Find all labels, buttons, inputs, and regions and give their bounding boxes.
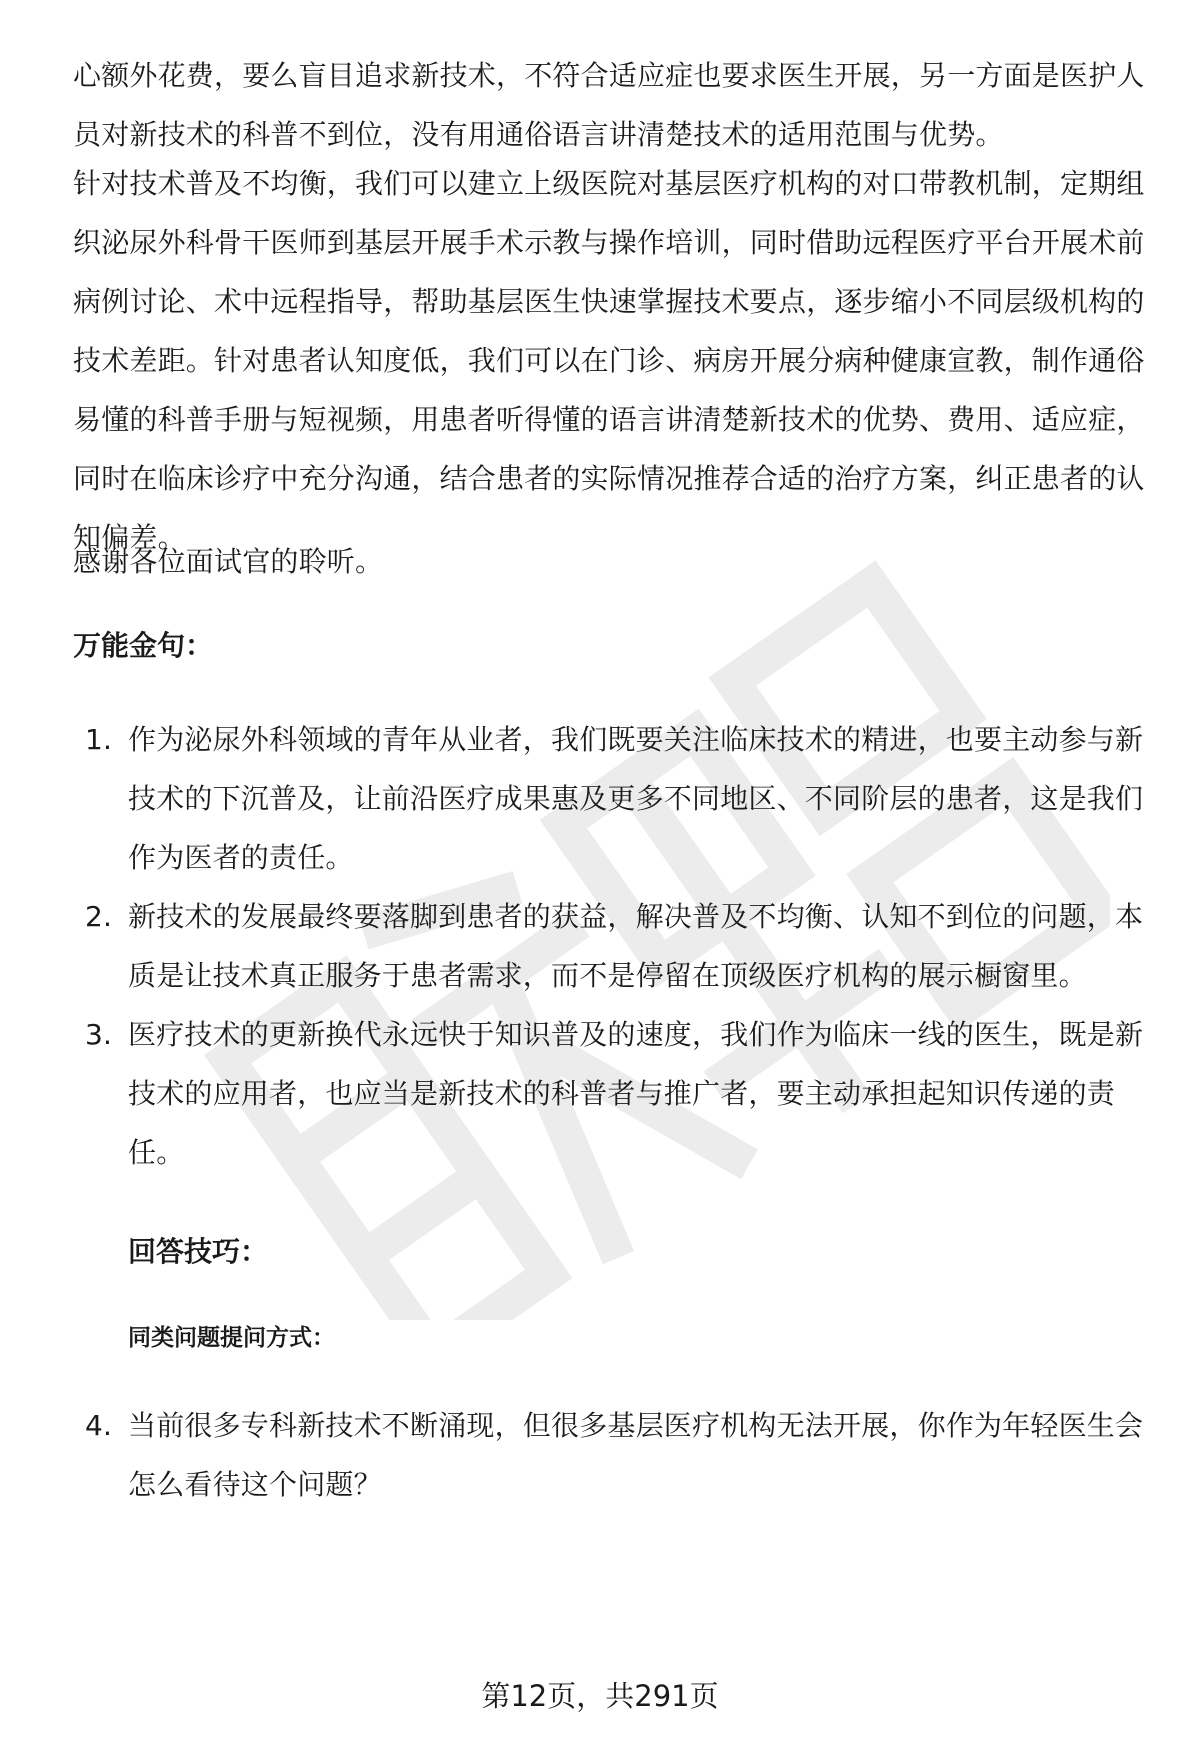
list-text: 当前很多专科新技术不断涌现，但很多基层医疗机构无法开展，你作为年轻医生会怎么看待这个问题？ [128,1409,1144,1501]
paragraph-continued: 心额外花费，要么盲目追求新技术，不符合适应症也要求医生开展，另一方面是医护人员对新技术的科普不到位，没有用通俗语言讲清楚技术的适用范围与优势。 [73,59,1145,151]
list-text: 新技术的发展最终要落脚到患者的获益，解决普及不均衡、认知不到位的问题，本质是让技术真正服务于患者需求，而不是停留在顶级医疗机构的展示橱窗里。 [128,900,1144,992]
list-number: 4. [85,1409,113,1442]
page-number: 第12页，共291页 [481,1679,719,1713]
list-item [73,1396,1146,1514]
list-text: 作为泌尿外科领域的青年从业者，我们既要关注临床技术的精进，也要主动参与新技术的下沉普及，让前沿医疗成果惠及更多不同地区、不同阶层的患者，这是我们作为医者的责任。 [128,723,1144,874]
list-item [73,1005,1146,1182]
list-number: 2. [85,900,113,933]
list-item [73,710,1146,887]
paragraph-thanks: 感谢各位面试官的聆听。 [73,545,384,578]
list-number: 1. [85,723,113,756]
answer-tips-heading: 回答技巧： [128,1235,269,1268]
list-text: 医疗技术的更新换代永远快于知识普及的速度，我们作为临床一线的医生，既是新技术的应用者，也应当是新技术的科普者与推广者，要主动承担起知识传递的责任。 [128,1018,1144,1169]
similar-questions-list [73,1396,1146,1514]
similar-questions-heading: 同类问题提问方式： [128,1325,335,1351]
golden-sentences-heading: 万能金句： [73,629,214,662]
list-number: 3. [85,1018,113,1051]
list-item [73,887,1146,1005]
paragraph-solution: 针对技术普及不均衡，我们可以建立上级医院对基层医疗机构的对口带教机制，定期组织泌尿外科骨干医师到基层开展手术示教与操作培训，同时借助远程医疗平台开展术前病例讨论、术中远程指导，帮助基层医生快速掌握技术要点，逐步缩小不同层级机构的技术差距。针对患者认知度低，我们可以在门诊、病房开展分病种健康宣教，制作通俗易懂的科普手册与短视频，用患者听得懂的语言讲清楚新技术的优势、费用、适应症，同时在临床诊疗中充分沟通，结合患者的实际情况推荐合适的治疗方案，纠正患者的认知偏差。 [73,167,1145,554]
golden-sentences-list [73,710,1146,1182]
